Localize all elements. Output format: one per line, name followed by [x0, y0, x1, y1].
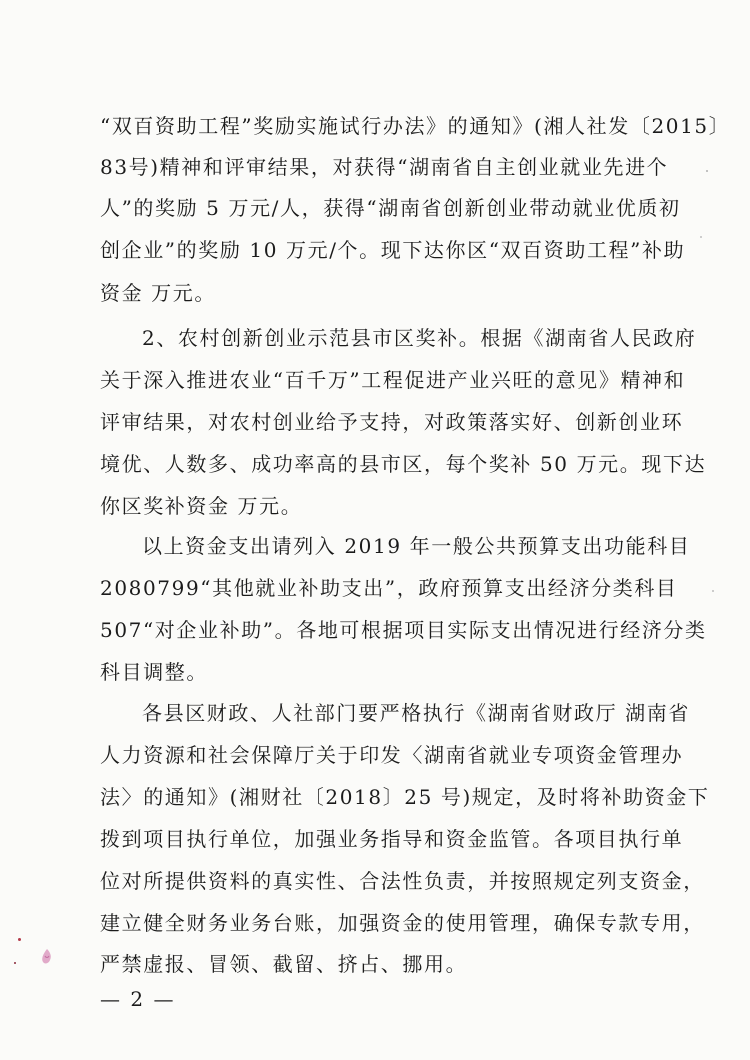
text-line: 关于深入推进农业“百千万”工程促进产业兴旺的意见》精神和: [100, 368, 686, 392]
text-line: 资金 万元。: [100, 281, 216, 305]
text-line: 拨到项目执行单位，加强业务指导和资金监管。各项目执行单: [100, 827, 684, 851]
text-line: 严禁虚报、冒领、截留、挤占、挪用。: [100, 952, 468, 976]
page-number: — 2 —: [100, 987, 176, 1011]
text-line: 83号)精神和评审结果，对获得“湖南省自主创业就业先进个: [100, 155, 669, 179]
scan-speck: [14, 962, 16, 964]
text-line: 人力资源和社会保障厅关于印发〈湖南省就业专项资金管理办: [100, 743, 684, 767]
text-line: 科目调整。: [100, 660, 208, 684]
text-line: 建立健全财务业务台账，加强资金的使用管理，确保专款专用，: [100, 911, 705, 935]
text-line: 2080799“其他就业补助支出”，政府预算支出经济分类科目: [100, 576, 678, 600]
scan-speck: [700, 236, 702, 238]
text-line: 507“对企业补助”。各地可根据项目实际支出情况进行经济分类: [100, 618, 707, 642]
text-line: 境优、人数多、成功率高的县市区，每个奖补 50 万元。现下达: [100, 452, 707, 476]
text-line: 人”的奖励 5 万元/人，获得“湖南省创新创业带动就业优质初: [100, 196, 681, 220]
text-line: 2、农村创新创业示范县市区奖补。根据《湖南省人民政府: [142, 326, 697, 350]
text-line: 以上资金支出请列入 2019 年一般公共预算支出功能科目: [142, 534, 691, 558]
text-line: 各县区财政、人社部门要严格执行《湖南省财政厅 湖南省: [142, 701, 690, 725]
text-line: 评审结果，对农村创业给予支持，对政策落实好、创新创业环: [100, 410, 684, 434]
scan-speck: [18, 938, 21, 941]
text-line: “双百资助工程”奖励实施试行办法》的通知》(湘人社发〔2015〕: [100, 114, 731, 138]
scan-speck: [706, 170, 708, 172]
text-line: 你区奖补资金 万元。: [100, 494, 303, 518]
text-line: 创企业”的奖励 10 万元/个。现下达你区“双百资助工程”补助: [100, 238, 686, 262]
text-line: 法〉的通知》(湘财社〔2018〕25 号)规定，及时将补助资金下: [100, 785, 710, 809]
stamp-fragment-icon: [40, 948, 54, 966]
scan-speck: [712, 590, 714, 592]
text-line: 位对所提供资料的真实性、合法性负责，并按照规定列支资金，: [100, 869, 705, 893]
